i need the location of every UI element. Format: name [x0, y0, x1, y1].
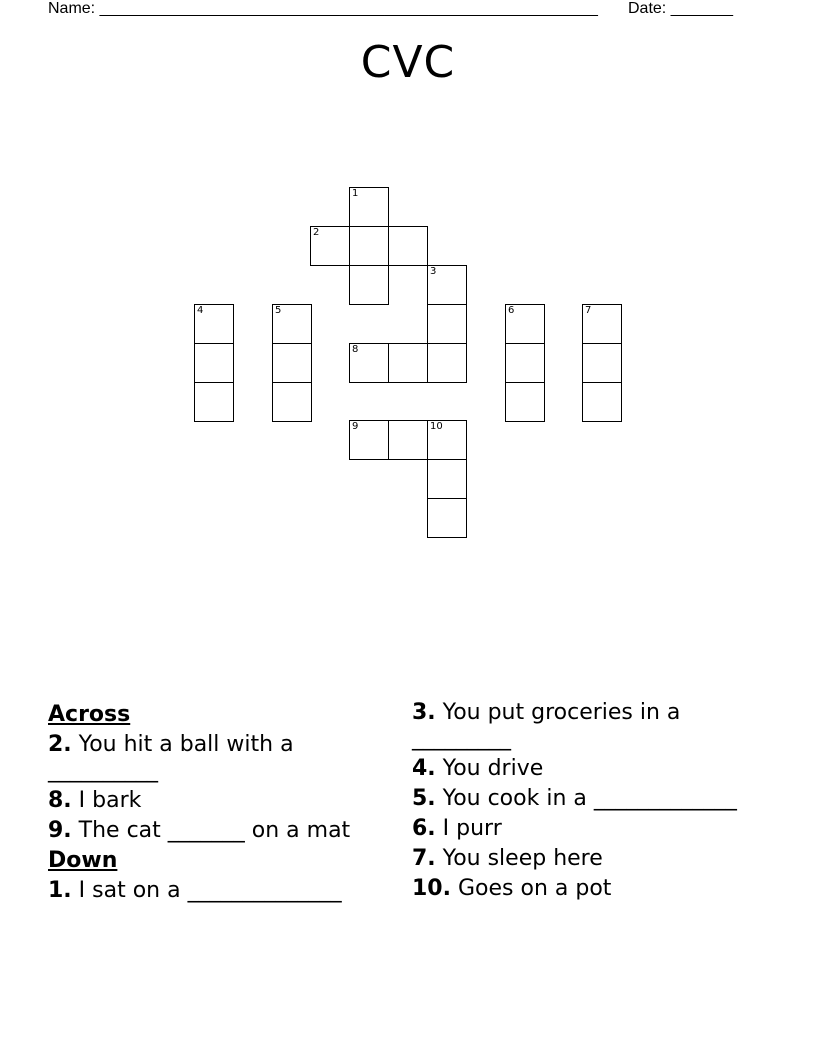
crossword-cell[interactable] — [427, 265, 467, 305]
page-title: CVC — [360, 37, 456, 88]
clue-item-number: 9. — [48, 818, 72, 843]
clue-item-number: 5. — [412, 786, 436, 811]
clue-item-text: You sleep here — [442, 846, 603, 871]
date-field-label[interactable]: Date: _______ — [628, 0, 733, 17]
clue-item — [48, 732, 388, 784]
clue-item-number: 3. — [412, 700, 436, 725]
clue-item — [412, 816, 742, 842]
crossword-cell[interactable] — [505, 304, 545, 344]
name-field-label[interactable]: Name: ________________________________________________________ — [48, 0, 598, 17]
crossword-cell[interactable] — [349, 420, 389, 460]
clue-item-text: You cook in a _____________ — [442, 786, 737, 811]
clue-item — [412, 846, 742, 872]
clue-item-text: You drive — [442, 756, 544, 781]
clue-number: 5 — [275, 305, 282, 316]
clue-item — [48, 818, 388, 844]
clue-item-number: 2. — [48, 732, 72, 757]
crossword-cell[interactable] — [388, 343, 428, 383]
clue-number: 10 — [430, 421, 443, 432]
crossword-cell[interactable] — [427, 304, 467, 344]
clue-item — [412, 756, 742, 782]
clue-item-text: Goes on a pot — [457, 876, 612, 901]
clues-left-column — [48, 700, 388, 908]
clue-item-text: I purr — [442, 816, 502, 841]
crossword-cell[interactable] — [427, 420, 467, 460]
clue-item — [412, 876, 742, 902]
clue-number: 1 — [352, 188, 359, 199]
clue-item — [48, 878, 388, 904]
crossword-cell[interactable] — [427, 459, 467, 499]
crossword-cell[interactable] — [349, 265, 389, 305]
clue-item-text: You hit a ball with a __________ — [48, 732, 294, 783]
crossword-cell[interactable] — [427, 498, 467, 538]
clue-number: 6 — [508, 305, 515, 316]
crossword-cell[interactable] — [349, 187, 389, 227]
clue-item-number: 4. — [412, 756, 436, 781]
clue-item-number: 6. — [412, 816, 436, 841]
clue-item-number: 1. — [48, 878, 72, 903]
clue-item-number: 8. — [48, 788, 72, 813]
across-heading: Across — [48, 702, 131, 727]
clue-item — [412, 786, 742, 812]
clue-number: 3 — [430, 266, 437, 277]
clue-item-number: 10. — [412, 876, 451, 901]
clue-item-number: 7. — [412, 846, 436, 871]
clue-number: 9 — [352, 421, 359, 432]
clues-right-column — [412, 700, 742, 906]
clue-item-text: The cat _______ on a mat — [78, 818, 351, 843]
crossword-cell[interactable] — [272, 304, 312, 344]
crossword-cell[interactable] — [582, 343, 622, 383]
crossword-cell[interactable] — [388, 226, 428, 266]
crossword-cell[interactable] — [582, 304, 622, 344]
crossword-cell[interactable] — [194, 304, 234, 344]
clue-number: 2 — [313, 227, 320, 238]
crossword-cell[interactable] — [582, 382, 622, 422]
clue-item-text: I bark — [78, 788, 142, 813]
crossword-cell[interactable] — [505, 343, 545, 383]
clue-item — [412, 700, 742, 752]
crossword-cell[interactable] — [194, 382, 234, 422]
clue-number: 8 — [352, 344, 359, 355]
clue-item-text: You put groceries in a _________ — [412, 700, 681, 751]
clue-item-text: I sat on a ______________ — [78, 878, 342, 903]
crossword-cell[interactable] — [505, 382, 545, 422]
clue-item — [48, 788, 388, 814]
clue-number: 4 — [197, 305, 204, 316]
crossword-cell[interactable] — [272, 382, 312, 422]
clue-number: 7 — [585, 305, 592, 316]
crossword-cell[interactable] — [349, 226, 389, 266]
crossword-cell[interactable] — [427, 343, 467, 383]
crossword-cell[interactable] — [388, 420, 428, 460]
crossword-cell[interactable] — [310, 226, 350, 266]
crossword-cell[interactable] — [349, 343, 389, 383]
down-heading: Down — [48, 848, 118, 873]
crossword-cell[interactable] — [272, 343, 312, 383]
crossword-cell[interactable] — [194, 343, 234, 383]
